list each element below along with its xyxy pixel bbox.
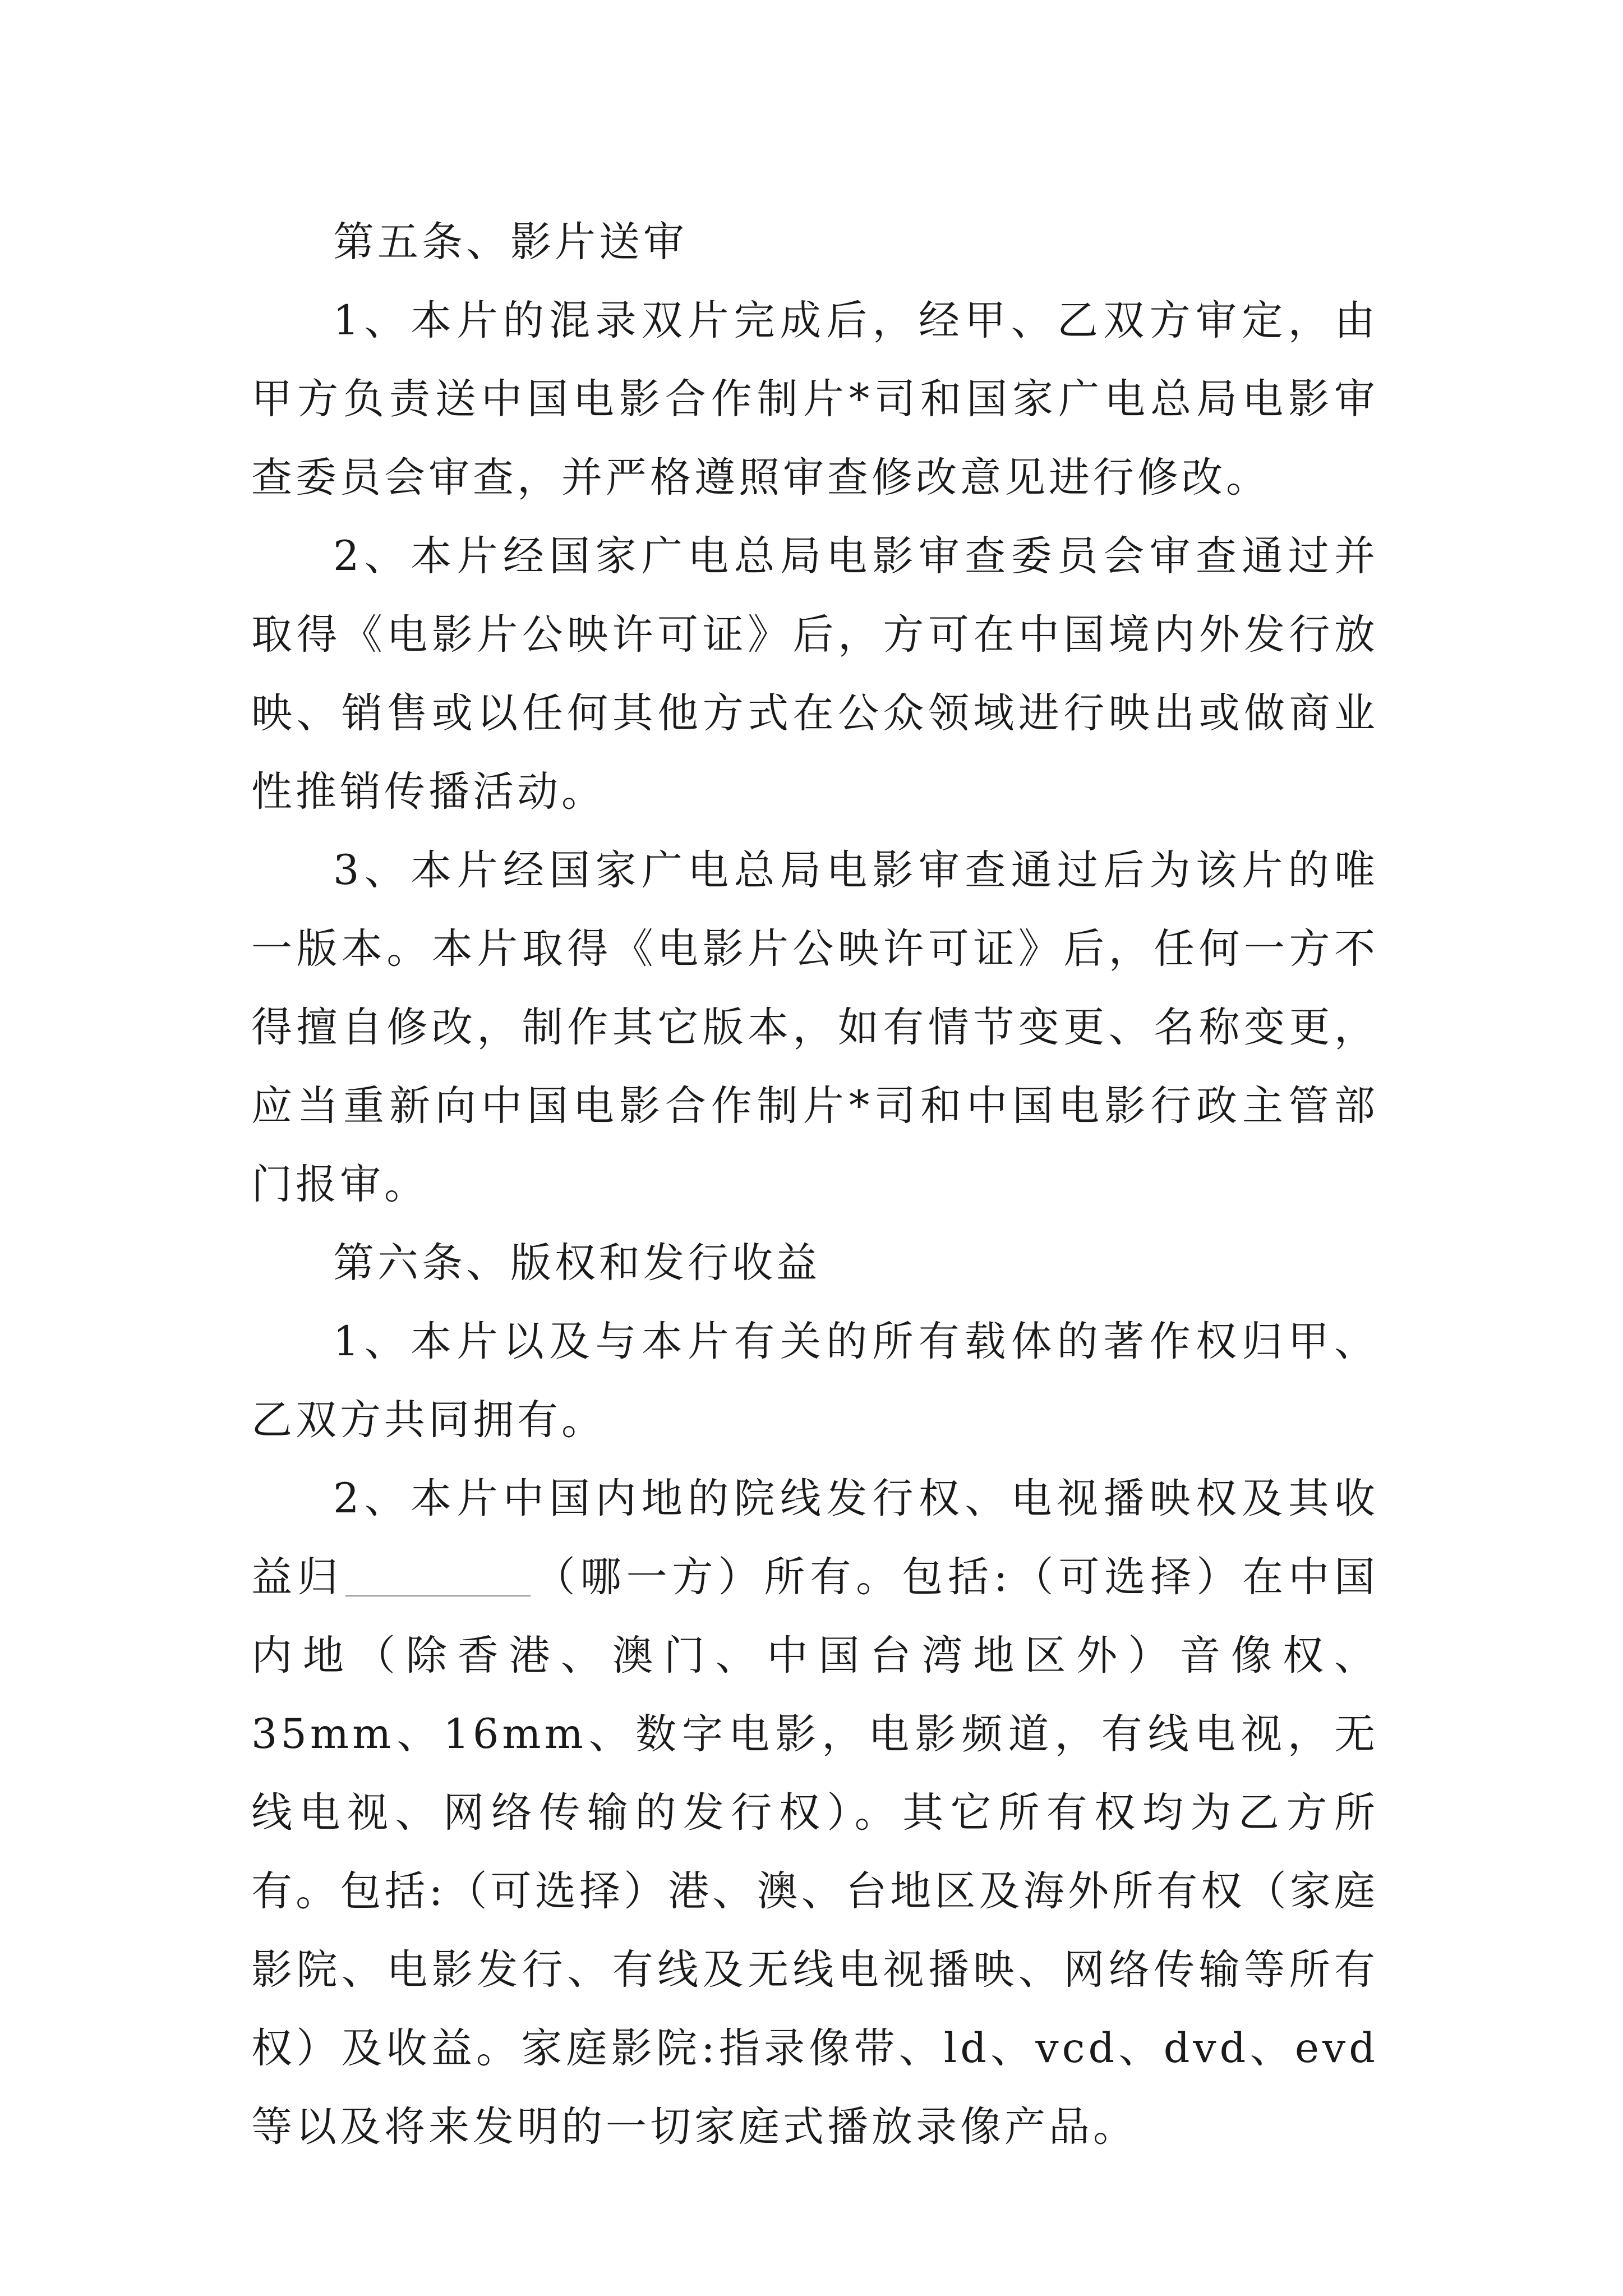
article-5-clause-1: 1、本片的混录双片完成后，经甲、乙双方审定，由甲方负责送中国电影合作制片*司和国家广电总局电影审查委员会审查，并严格遵照审查修改意见进行修改。 (251, 297, 1378, 501)
article-6-clause-2-start: 2、本片中国内地的院线发行权、电视播映权及其收益归 (251, 1475, 1378, 1601)
article-6-clause-2-end: （哪一方）所有。包括:（可选择）在中国内地（除香港、澳门、中国台湾地区外）音像权、35mm、16mm、数字电影，电影频道，有线电视，无线电视、网络传输的发行权）。其它所有权均为乙方所有。包括:（可选择）港、澳、台地区及海外所有权（家庭影院、电影发行、有线及无线电视播映、网络传输等所有权）及收益。家庭影院:指录像带、ld、vcd、dvd、evd等以及将来发明的一切家庭式播放录像产品。 (251, 1553, 1378, 2151)
article-5-heading: 第五条、影片送审 (333, 218, 688, 266)
article-6-heading: 第六条、版权和发行收益 (333, 1239, 820, 1287)
document-page (251, 203, 1378, 2166)
party-blank-field (345, 1556, 531, 1596)
article-6-clause-2 (251, 1460, 1378, 2166)
article-5-clause-3: 3、本片经国家广电总局电影审查通过后为该片的唯一版本。本片取得《电影片公映许可证》后，任何一方不得擅自修改，制作其它版本，如有情节变更、名称变更，应当重新向中国电影合作制片*司和中国电影行政主管部门报审。 (251, 846, 1378, 1208)
article-5-clause-2: 2、本片经国家广电总局电影审查委员会审查通过并取得《电影片公映许可证》后，方可在中国境内外发行放映、销售或以任何其他方式在公众领域进行映出或做商业性推销传播活动。 (251, 532, 1378, 816)
article-6-clause-1: 1、本片以及与本片有关的所有载体的著作权归甲、乙双方共同拥有。 (251, 1318, 1378, 1444)
